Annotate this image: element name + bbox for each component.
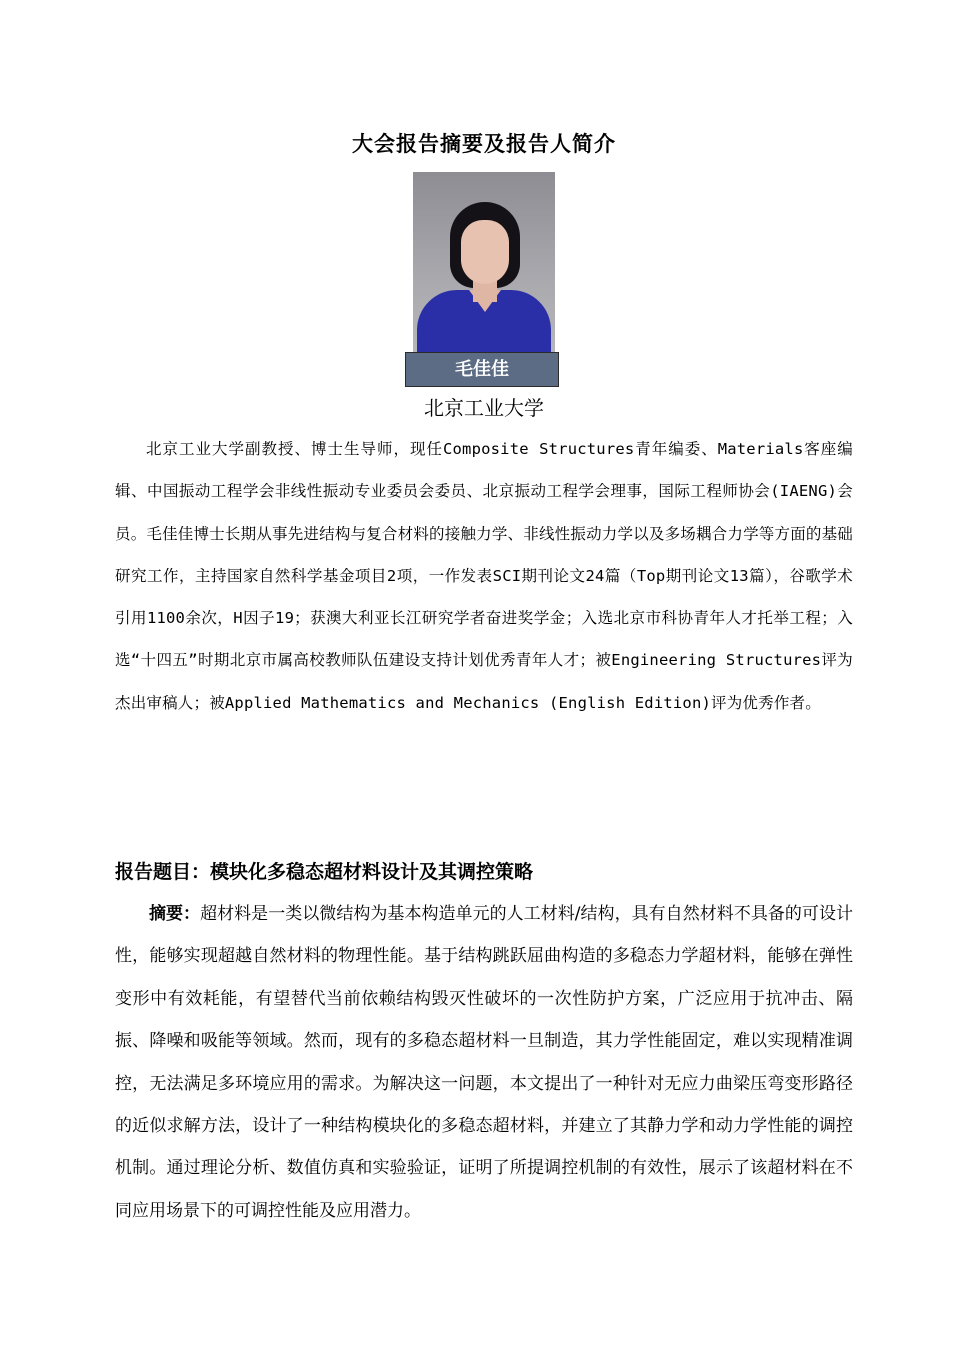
- photo-collar: [469, 290, 501, 312]
- report-title: 报告题目：模块化多稳态超材料设计及其调控策略: [115, 861, 534, 883]
- speaker-name-label: 毛佳佳: [405, 352, 559, 387]
- page-title: 大会报告摘要及报告人简介: [352, 131, 616, 156]
- speaker-photo: [413, 172, 555, 352]
- abstract-label: 摘要：: [149, 904, 201, 924]
- abstract-text: 超材料是一类以微结构为基本构造单元的人工材料/结构，具有自然材料不具备的可设计性，能够实现超越自然材料的物理性能。基于结构跳跃屈曲构造的多稳态力学超材料，能够在弹性变形中有效耗能，有望替代当前依赖结构毁灭性破坏的一次性防护方案，广泛应用于抗冲击、隔振、降噪和吸能等领域。然而，现有的多稳态超材料一旦制造，其力学性能固定，难以实现精准调控，无法满足多环境应用的需求。为解决这一问题，本文提出了一种针对无应力曲梁压弯变形路径的近似求解方法，设计了一种结构模块化的多稳态超材料，并建立了其静力学和动力学性能的调控机制。通过理论分析、数值仿真和实验验证，证明了所提调控机制的有效性，展示了该超材料在不同应用场景下的可调控性能及应用潜力。: [115, 904, 853, 1221]
- speaker-bio: 北京工业大学副教授、博士生导师，现任Composite Structures青年编委、Materials客座编辑、中国振动工程学会非线性振动专业委员会委员、北京振动工程学会理事，国际工程师协会(IAENG)会员。毛佳佳博士长期从事先进结构与复合材料的接触力学、非线性振动力学以及多场耦合力学等方面的基础研究工作，主持国家自然科学基金项目2项，一作发表SCI期刊论文24篇（Top期刊论文13篇），谷歌学术引用1100余次，H因子19；获澳大利亚长江研究学者奋进奖学金；入选北京市科协青年人才托举工程；入选“十四五”时期北京市属高校教师队伍建设支持计划优秀青年人才；被Engineering Structures评为杰出审稿人；被Applied Mathematics and Mechanics (English Edition)评为优秀作者。: [115, 440, 853, 712]
- abstract-paragraph: [115, 893, 853, 1232]
- photo-face: [461, 220, 509, 284]
- speaker-affiliation: 北京工业大学: [424, 396, 544, 420]
